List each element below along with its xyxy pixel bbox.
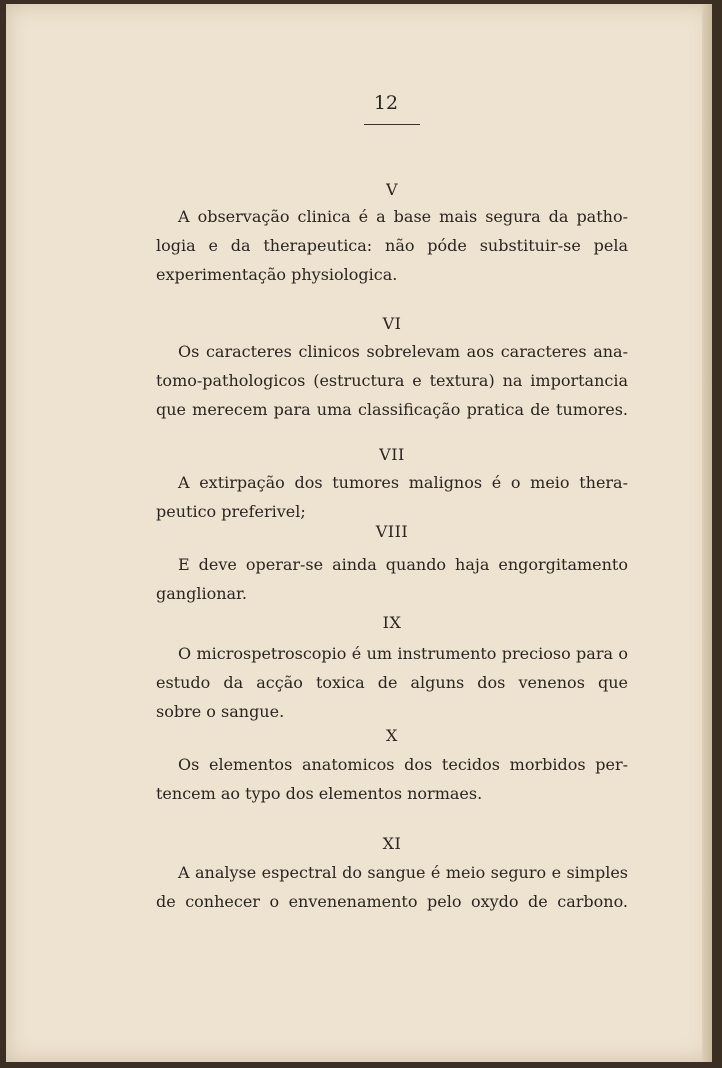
thesis-numeral-vi: VI	[382, 314, 402, 333]
thesis-viii-text	[156, 550, 628, 608]
thesis-ix-text	[156, 639, 628, 726]
thesis-line: A observação clinica é a base mais segura da patho-	[178, 207, 628, 226]
thesis-numeral-x: X	[386, 726, 398, 745]
thesis-xi-text	[156, 858, 628, 916]
thesis-numeral-v: V	[385, 180, 399, 199]
thesis-vi-text	[156, 337, 628, 424]
thesis-line: tencem ao typo dos elementos normaes.	[156, 784, 483, 803]
page-number: 12	[373, 92, 399, 114]
thesis-line: A extirpação dos tumores malignos é o meio thera-	[178, 473, 628, 492]
thesis-v-text	[156, 202, 628, 289]
thesis-numeral-vii: VII	[379, 445, 405, 464]
thesis-line: Os elementos anatomicos dos tecidos morbidos per-	[178, 755, 628, 774]
thesis-numeral-xi: XI	[382, 834, 402, 853]
thesis-line: de conhecer o envenenamento pelo oxydo de carbono.	[156, 892, 628, 911]
page-number-rule	[364, 124, 420, 125]
thesis-line: O microspetroscopio é um instrumento precioso para o	[178, 644, 628, 663]
thesis-line: logia e da therapeutica: não póde substituir-se pela	[156, 236, 628, 255]
book-page	[6, 4, 712, 1062]
thesis-line: sobre o sangue.	[156, 702, 285, 721]
thesis-x-text	[156, 750, 628, 808]
thesis-line: estudo da acção toxica de alguns dos venenos que	[156, 673, 628, 692]
thesis-numeral-viii: VIII	[375, 522, 409, 541]
thesis-vii-text	[156, 468, 628, 526]
thesis-line: que merecem para uma classificação pratica de tumores.	[156, 400, 628, 419]
thesis-line: E deve operar-se ainda quando haja engorgitamento	[178, 555, 628, 574]
thesis-line: A analyse espectral do sangue é meio seguro e simples	[178, 863, 628, 882]
thesis-line: experimentação physiologica.	[156, 265, 398, 284]
thesis-numeral-ix: IX	[382, 613, 402, 632]
page-edge	[702, 4, 712, 1062]
thesis-line: tomo-pathologicos (estructura e textura) na importancia	[156, 371, 628, 390]
thesis-line: ganglionar.	[156, 584, 248, 603]
thesis-line: peutico preferivel;	[156, 502, 306, 521]
thesis-line: Os caracteres clinicos sobrelevam aos caracteres ana-	[178, 342, 628, 361]
